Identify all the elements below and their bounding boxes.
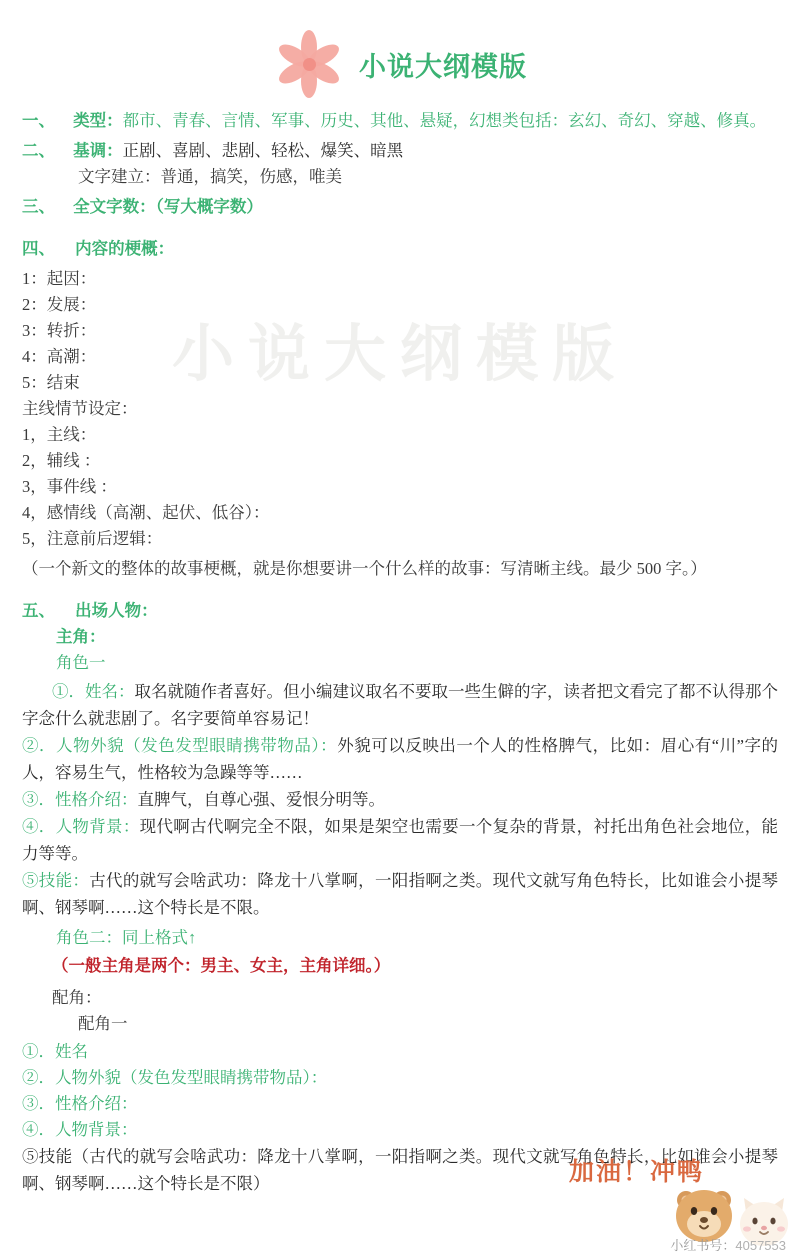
- character-item-name: [22, 678, 778, 732]
- section-characters: [22, 598, 778, 624]
- section-characters-number: 五、: [22, 601, 55, 620]
- lead-role-label: 主角：: [56, 627, 106, 646]
- character-item-background-label: ④．人物背景：: [22, 817, 140, 836]
- outline-item: 5：结束: [22, 373, 80, 392]
- support-role-one: 配角一: [78, 1014, 128, 1033]
- character-item-skill: [22, 867, 778, 921]
- section-synopsis: [22, 236, 778, 262]
- mainline-item: 5，注意前后逻辑：: [22, 529, 163, 548]
- character-item-appearance-label: ②．人物外貌（发色发型眼睛携带物品）：: [22, 736, 338, 755]
- section-tone-number: 二、: [22, 141, 55, 160]
- document-content: [22, 0, 778, 1197]
- xiaohongshu-id: 4057553: [735, 1238, 786, 1253]
- lead-role-note: （一般主角是两个：男主、女主，主角详细。）: [52, 956, 391, 975]
- mainline-heading: 主线情节设定：: [22, 399, 138, 418]
- character-item-personality: [22, 786, 778, 813]
- section-wordcount-label: 全文字数：: [73, 197, 156, 216]
- section-type: [22, 108, 778, 134]
- cheer-sticker-text: 加油！冲鸭: [568, 1158, 704, 1186]
- xiaohongshu-label: 小红书号：: [670, 1238, 736, 1253]
- character-item-skill-label: ⑤技能：: [22, 871, 90, 890]
- section-wordcount-text: （写大概字数）: [155, 197, 263, 216]
- character-item-name-label: ①．姓名：: [52, 682, 135, 701]
- page-watermark: 小说大纲模版: [171, 320, 628, 389]
- mainline-item: 4，感情线（高潮、起伏、低谷）：: [22, 503, 270, 522]
- xiaohongshu-watermark: [670, 1235, 786, 1254]
- character-item-background-text: 现代啊古代啊完全不限，如果是架空也需要一个复杂的背景，衬托出角色社会地位，能力等等。: [22, 817, 779, 863]
- outline-item: 1：起因：: [22, 269, 97, 288]
- section-characters-label: 出场人物：: [75, 601, 158, 620]
- support-item-appearance: ②．人物外貌（发色发型眼睛携带物品）：: [22, 1068, 328, 1087]
- character-item-skill-text: 古代的就写会啥武功：降龙十八掌啊，一阳指啊之类。现代文就写角色特长，比如谁会小提琴啊、钢琴啊……这个特长是不限。: [22, 871, 779, 917]
- section-tone-sub: 文字建立：普通，搞笑，伤感，唯美: [78, 167, 342, 186]
- document-header: [22, 0, 778, 106]
- page-title: 小说大纲模版: [359, 51, 527, 82]
- character-item-appearance-text: 外貌可以反映出一个人的性格脾气，比如：眉心有“川”字的人，容易生气，性格较为急躁等等……: [22, 736, 778, 782]
- character-item-appearance: [22, 732, 778, 786]
- character-item-name-text: 取名就随作者喜好。但小编建议取名不要取一些生僻的字，读者把文看完了都不认得那个字念什么就悲剧了。名字要简单容易记！: [22, 682, 778, 728]
- mainline-item: 3，事件线 ：: [22, 477, 117, 496]
- mainline-item: 2，辅线 ：: [22, 451, 101, 470]
- mainline-item: 1，主线：: [22, 425, 97, 444]
- support-item-name: ①．姓名: [22, 1042, 88, 1061]
- outline-item: 3：转折：: [22, 321, 97, 340]
- section-wordcount: [22, 194, 778, 220]
- character-item-personality-label: ③．性格介绍：: [22, 790, 138, 809]
- outline-item: 2：发展：: [22, 295, 97, 314]
- section-type-text: 都市、青春、言情、军事、历史、其他、悬疑，幻想类包括：玄幻、奇幻、穿越、修真。: [122, 111, 767, 130]
- support-role-label: 配角：: [52, 988, 102, 1007]
- section-type-number: 一、: [22, 111, 55, 130]
- section-wordcount-number: 三、: [22, 197, 55, 216]
- section-synopsis-number: 四、: [22, 239, 55, 258]
- section-tone: [22, 138, 778, 164]
- flower-icon: [273, 28, 345, 100]
- section-tone-label: 基调：: [73, 141, 123, 160]
- section-type-label: 类型：: [73, 111, 123, 130]
- character-item-background: [22, 813, 778, 867]
- section-tone-text: 正剧、喜剧、悲剧、轻松、爆笑、暗黑: [122, 141, 404, 160]
- role-two-label: 角色二：同上格式↑: [56, 928, 197, 947]
- mainline-note: （一个新文的整体的故事梗概，就是你想要讲一个什么样的故事：写清晰主线。最少 500 字。）: [22, 559, 707, 578]
- outline-item: 4：高潮：: [22, 347, 97, 366]
- support-item-background: ④．人物背景：: [22, 1120, 138, 1139]
- section-synopsis-label: 内容的梗概：: [75, 239, 175, 258]
- character-item-personality-text: 直脾气，自尊心强、爱恨分明等。: [137, 790, 385, 809]
- support-item-skill: ⑤技能（古代的就写会啥武功：降龙十八掌啊，一阳指啊之类。现代文就写角色特长，比如谁会小提琴啊、钢琴啊……这个特长是不限）: [22, 1147, 778, 1193]
- role-one-label: 角色一: [56, 653, 106, 672]
- support-item-personality: ③．性格介绍：: [22, 1094, 138, 1113]
